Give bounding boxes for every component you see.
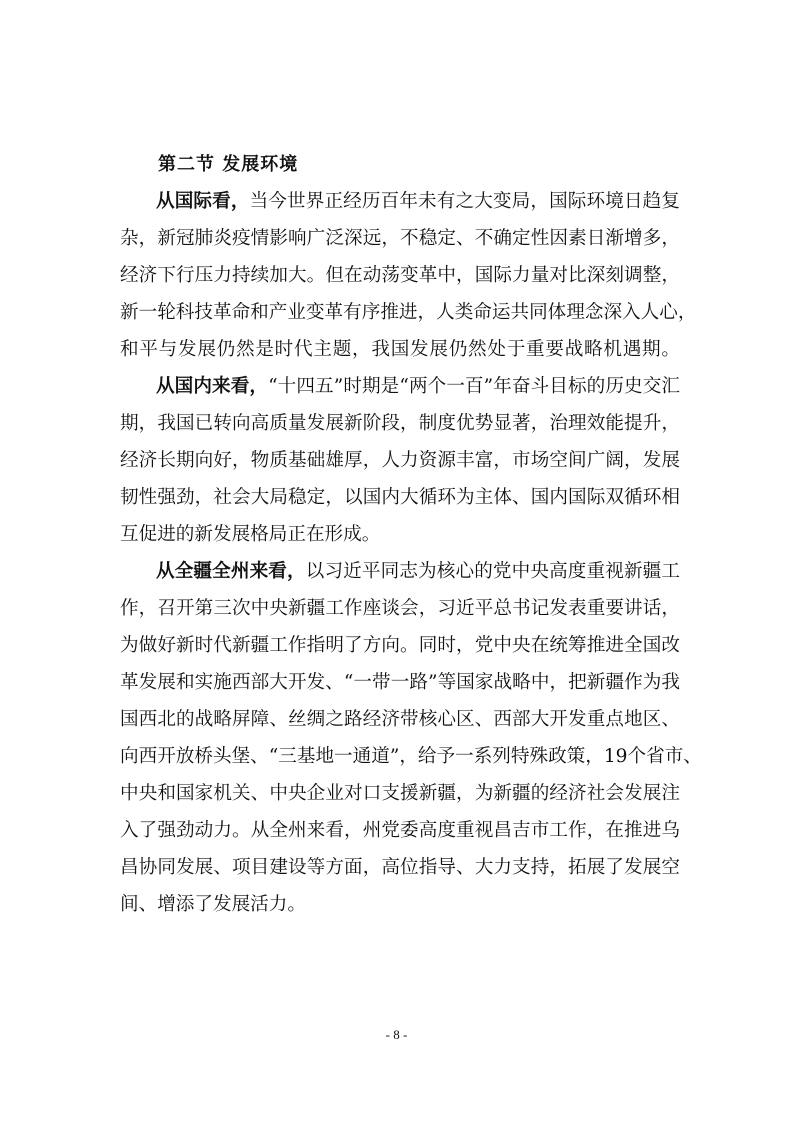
paragraph-1-line-1 [156,184,680,220]
page-number: - 8 - [385,1027,408,1042]
paragraph-3-line-3: 为做好新时代新疆工作指明了方向。同时，党中央在统筹推进全国改 [120,635,680,656]
paragraph-3-line-2: 作，召开第三次中央新疆工作座谈会，习近平总书记发表重要讲话， [120,598,680,619]
paragraph-2-line-5: 互促进的新发展格局正在形成。 [120,524,381,545]
paragraph-1-text: 当今世界正经历百年未有之大变局，国际环境日趋复 [249,191,680,212]
paragraph-2-line-1 [156,369,680,405]
paragraph-3-line-4: 革发展和实施西部大开发、“一带一路”等国家战略中，把新疆作为我 [120,672,680,693]
paragraph-1-line-4: 新一轮科技革命和产业变革有序推进，人类命运共同体理念深入人心， [120,302,697,323]
paragraph-2-line-4: 韧性强劲，社会大局稳定，以国内大循环为主体、国内国际双循环相 [120,487,680,508]
paragraph-3-line-9: 昌协同发展、项目建设等方面，高位指导、大力支持，拓展了发展空 [120,857,680,878]
section-title: 第二节 发展环境 [158,154,299,175]
paragraph-1-line-3: 经济下行压力持续加大。但在动荡变革中，国际力量对比深刻调整， [120,265,680,286]
paragraph-2-text: “十四五”时期是“两个一百”年奋斗目标的历史交汇 [268,376,680,397]
paragraph-2-line-2: 期，我国已转向高质量发展新阶段，制度优势显著，治理效能提升， [120,413,680,434]
paragraph-3-line-1 [156,554,680,590]
paragraph-3-line-10: 间、增添了发展活力。 [120,894,306,915]
paragraph-1-line-5: 和平与发展仍然是时代主题，我国发展仍然处于重要战略机遇期。 [120,339,680,360]
paragraph-3-lead: 从全疆全州来看， [156,561,306,582]
paragraph-2-lead: 从国内来看， [156,376,269,397]
paragraph-1-lead: 从国际看， [156,191,250,212]
paragraph-2-line-3: 经济长期向好，物质基础雄厚，人力资源丰富，市场空间广阔，发展 [120,450,680,471]
paragraph-3-line-5: 国西北的战略屏障、丝绸之路经济带核心区、西部大开发重点地区、 [120,709,680,730]
paragraph-3-line-8: 入了强劲动力。从全州来看，州党委高度重视昌吉市工作，在推进乌 [120,820,680,841]
paragraph-3-text: 以习近平同志为核心的党中央高度重视新疆工 [305,561,680,582]
paragraph-3-line-7: 中央和国家机关、中央企业对口支援新疆，为新疆的经济社会发展注 [120,783,680,804]
paragraph-3-line-6: 向西开放桥头堡、“三基地一通道”，给予一系列特殊政策，19个省市、 [120,746,702,767]
paragraph-1-line-2: 杂，新冠肺炎疫情影响广泛深远，不稳定、不确定性因素日渐增多， [120,228,680,249]
